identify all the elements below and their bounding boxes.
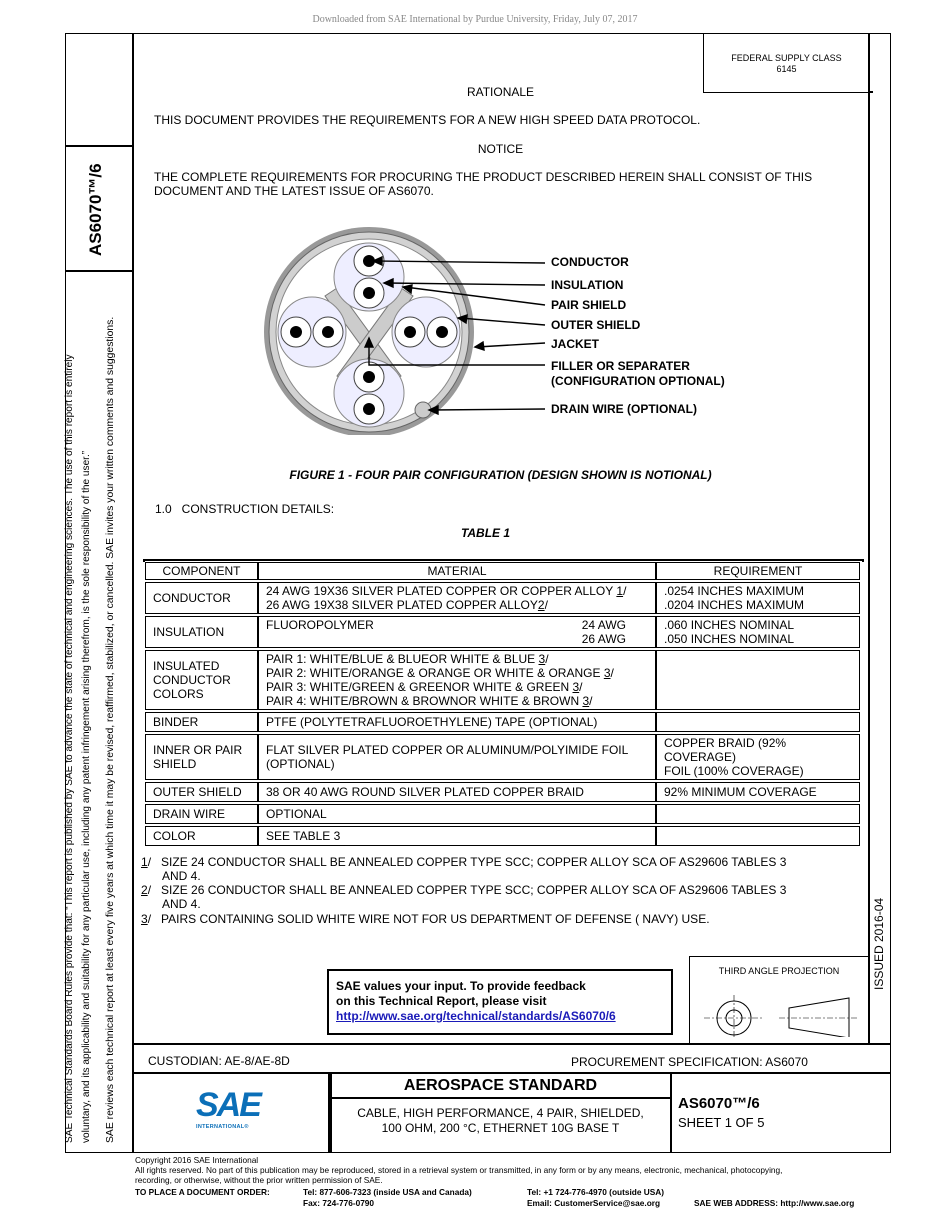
- copyright-line1: Copyright 2016 SAE International: [135, 1155, 259, 1165]
- label-pair-shield: PAIR SHIELD: [551, 298, 627, 312]
- cell-requirement: [656, 582, 860, 614]
- pair-4-colors: PAIR 4: WHITE/BROWN & BROWNOR WHITE & BROWN: [266, 694, 583, 708]
- feedback-line2: on this Technical Report, please visit: [336, 994, 547, 1008]
- table-row: [145, 616, 860, 648]
- footnote-ref: 3: [538, 652, 546, 666]
- footnote-2-line2: AND 4.: [162, 897, 201, 911]
- cell-component: OUTER SHIELD: [145, 782, 258, 802]
- left-box-bottom-rule: [65, 270, 133, 272]
- title-line2: 100 OHM, 200 °C, ETHERNET 10G BASE T: [381, 1121, 620, 1135]
- table-row: [145, 804, 860, 824]
- footnote-2-line1: SIZE 26 CONDUCTOR SHALL BE ANNEALED COPPER TYPE SCC; COPPER ALLOY SCA OF AS29606 TABLES 3: [161, 883, 787, 897]
- sidebar-rules-line1: SAE Technical Standards Board Rules provide that: “This report is published by SAE to advance the state of technical and engineering sciences. The use of this report is entirely: [64, 354, 75, 1143]
- table-row: [145, 582, 860, 614]
- footnote-3: 3/ PAIRS CONTAINING SOLID WHITE WIRE NOT FOR US DEPARTMENT OF DEFENSE ( NAVY) USE.: [141, 912, 710, 926]
- notice-line2: DOCUMENT AND THE LATEST ISSUE OF AS6070.: [154, 184, 434, 198]
- sidebar-review-note: SAE reviews each technical report at least every five years at which time it may be revised, reaffirmed, stabilized, or cancelled. SAE invites your written comments and suggestions.: [105, 316, 116, 1143]
- web-address[interactable]: SAE WEB ADDRESS: http://www.sae.org: [694, 1198, 855, 1208]
- insulation-awg-1: 24 AWG: [581, 618, 626, 632]
- footnote-3-line1: PAIRS CONTAINING SOLID WHITE WIRE NOT FOR US DEPARTMENT OF DEFENSE ( NAVY) USE.: [161, 912, 710, 926]
- cell-material: 38 OR 40 AWG ROUND SILVER PLATED COPPER BRAID: [258, 782, 656, 802]
- colors-component-2: CONDUCTOR: [153, 673, 231, 687]
- header-material: MATERIAL: [258, 562, 656, 580]
- order-label: TO PLACE A DOCUMENT ORDER:: [135, 1187, 270, 1197]
- sae-logo-sub: INTERNATIONAL®: [196, 1124, 249, 1130]
- cell-component: COLOR: [145, 826, 258, 846]
- table-row: [145, 712, 860, 732]
- left-box-top-rule: [65, 145, 133, 147]
- pair-1-colors: PAIR 1: WHITE/BLUE & BLUEOR WHITE & BLUE: [266, 652, 539, 666]
- pair-bottom: [334, 359, 404, 427]
- sheet-number: SHEET 1 OF 5: [678, 1115, 765, 1130]
- insulation-req-1: .060 INCHES NOMINAL: [664, 618, 795, 632]
- table-row: [145, 734, 860, 780]
- custodian-top-rule: [133, 1043, 891, 1045]
- cable-cross-section-figure: [255, 225, 555, 435]
- shield-req-2: COVERAGE): [664, 750, 737, 764]
- insulation-req-2: .050 INCHES NOMINAL: [664, 632, 795, 646]
- copyright-line2: All rights reserved. No part of this publication may be reproduced, stored in a retrieval system or transmitted, in any form or by any means, electronic, mechanical, photocopying,: [135, 1165, 783, 1175]
- shield-req-3: FOIL (100% COVERAGE): [664, 764, 804, 778]
- left-column-divider: [132, 33, 134, 1153]
- title-block-top-rule: [133, 1072, 891, 1074]
- footnote-1-ref: 1: [141, 855, 148, 869]
- rationale-text: THIS DOCUMENT PROVIDES THE REQUIREMENTS FOR A NEW HIGH SPEED DATA PROTOCOL.: [154, 113, 701, 127]
- sae-logo: [196, 1088, 276, 1130]
- email[interactable]: Email: CustomerService@sae.org: [527, 1198, 661, 1208]
- label-drain-wire: DRAIN WIRE (OPTIONAL): [551, 402, 697, 416]
- colors-component-1: INSULATED: [153, 659, 220, 673]
- table-header-row: [145, 562, 860, 580]
- pair-top: [334, 243, 404, 311]
- footnote-1: 1/ SIZE 24 CONDUCTOR SHALL BE ANNEALED COPPER TYPE SCC; COPPER ALLOY SCA OF AS29606 TABLES 3 AND 4.: [141, 855, 787, 883]
- third-angle-box: [689, 956, 868, 1043]
- insulation-material: FLUOROPOLYMER: [266, 618, 374, 632]
- cell-component: BINDER: [145, 712, 258, 732]
- sidebar-rules-line2: voluntary, and its applicability and suitability for any particular use, including any patent infringement arising therefrom, is the sole responsibility of the user.”: [81, 450, 92, 1143]
- projection-symbol-icon: [694, 987, 864, 1037]
- table-title: TABLE 1: [460, 526, 511, 540]
- footnote-2: 2/ SIZE 26 CONDUCTOR SHALL BE ANNEALED COPPER TYPE SCC; COPPER ALLOY SCA OF AS29606 TABLES 3 AND 4.: [141, 883, 787, 911]
- fsc-line1: FEDERAL SUPPLY CLASS: [731, 53, 842, 63]
- conductor-req-1: .0254 INCHES MAXIMUM: [664, 584, 805, 598]
- shield-material-1: FLAT SILVER PLATED COPPER OR ALUMINUM/POLYIMIDE FOIL: [266, 743, 629, 757]
- copyright-block: [135, 1155, 895, 1185]
- tel-us: Tel: 877-606-7323 (inside USA and Canada): [303, 1187, 472, 1197]
- cell-material: SEE TABLE 3: [258, 826, 656, 846]
- table-row: [145, 826, 860, 846]
- footnote-3-ref: 3: [141, 912, 148, 926]
- rationale-heading: RATIONALE: [466, 85, 535, 99]
- conductor-material-1: 24 AWG 19X36 SILVER PLATED COPPER OR COPPER ALLOY: [266, 584, 617, 598]
- title-block-divider-2: [670, 1072, 672, 1153]
- footnote-ref: 3: [603, 666, 611, 680]
- cell-material: OPTIONAL: [258, 804, 656, 824]
- issued-date: ISSUED 2016-04: [872, 897, 886, 990]
- cell-material: PTFE (POLYTETRAFLUOROETHYLENE) TAPE (OPTIONAL): [258, 712, 656, 732]
- sae-logo-text: SAE: [196, 1086, 260, 1124]
- figure-caption: FIGURE 1 - FOUR PAIR CONFIGURATION (DESIGN SHOWN IS NOTIONAL): [289, 468, 712, 482]
- colors-component-3: COLORS: [153, 687, 204, 701]
- construction-table: [145, 560, 860, 848]
- download-note: Downloaded from SAE International by Purdue University, Friday, July 07, 2017: [312, 14, 638, 25]
- label-outer-shield: OUTER SHIELD: [551, 318, 641, 332]
- federal-supply-class: [703, 33, 869, 93]
- cell-requirement-empty: [656, 804, 860, 824]
- notice-heading: NOTICE: [477, 142, 524, 156]
- cell-requirement-empty: [656, 826, 860, 846]
- procurement-spec: PROCUREMENT SPECIFICATION: AS6070: [571, 1055, 808, 1069]
- header-requirement: REQUIREMENT: [656, 562, 860, 580]
- cell-component: [145, 650, 258, 710]
- doc-id-vertical: AS6070™/6: [86, 163, 105, 256]
- cell-requirement-empty: [656, 650, 860, 710]
- label-filler: FILLER OR SEPARATER: [551, 359, 690, 373]
- cell-component: [145, 734, 258, 780]
- cell-material: PAIR 1: WHITE/BLUE & BLUEOR WHITE & BLUE 3/ PAIR 2: WHITE/ORANGE & ORANGE OR WHITE & ORANGE 3/ PAIR 3: WHITE/GREEN & GREENOR WHITE & GREEN 3/ PAIR 4: WHITE/BROWN & BROWNOR WHITE & BROWN 3/: [258, 650, 656, 710]
- shield-material-2: (OPTIONAL): [266, 757, 335, 771]
- cell-requirement: 92% MINIMUM COVERAGE: [656, 782, 860, 802]
- notice-line1: THE COMPLETE REQUIREMENTS FOR PROCURING THE PRODUCT DESCRIBED HEREIN SHALL CONSIST OF THIS: [154, 170, 813, 184]
- footnote-ref: 3: [582, 694, 590, 708]
- cell-material: 24 AWG 19X36 SILVER PLATED COPPER OR COPPER ALLOY 1/ 26 AWG 19X38 SILVER PLATED COPPER ALLOY2/: [258, 582, 656, 614]
- cell-material: [258, 616, 656, 648]
- pair-2-colors: PAIR 2: WHITE/ORANGE & ORANGE OR WHITE & ORANGE: [266, 666, 604, 680]
- footnote-ref: 3: [572, 680, 580, 694]
- title-heading-rule: [330, 1097, 670, 1099]
- copyright-line3: recording, or otherwise, without the prior written permission of SAE.: [135, 1175, 383, 1185]
- footnote-ref: 1: [616, 584, 624, 598]
- pair-right: [392, 297, 460, 367]
- pair-left: [278, 297, 346, 367]
- cell-component: INSULATION: [145, 616, 258, 648]
- conductor-material-2: 26 AWG 19X38 SILVER PLATED COPPER ALLOY: [266, 598, 538, 612]
- feedback-line1: SAE values your input. To provide feedback: [336, 979, 586, 993]
- label-jacket: JACKET: [551, 337, 600, 351]
- title-doc-number: AS6070™/6: [678, 1095, 760, 1112]
- label-filler-optional: (CONFIGURATION OPTIONAL): [551, 374, 725, 388]
- right-column-divider: [868, 33, 870, 1043]
- tel-intl: Tel: +1 724-776-4970 (outside USA): [527, 1187, 665, 1197]
- conductor-req-2: .0204 INCHES MAXIMUM: [664, 598, 805, 612]
- feedback-link[interactable]: http://www.sae.org/technical/standards/AS6070/6: [336, 1009, 616, 1023]
- label-conductor: CONDUCTOR: [551, 255, 629, 269]
- insulation-awg-2: 26 AWG: [581, 632, 626, 646]
- footnote-ref: 2: [537, 598, 545, 612]
- custodian: CUSTODIAN: AE-8/AE-8D: [148, 1054, 290, 1068]
- cell-component: CONDUCTOR: [145, 582, 258, 614]
- table-row: [145, 650, 860, 710]
- cell-requirement: [656, 734, 860, 780]
- fsc-line2: 6145: [776, 64, 797, 74]
- footnote-1-line1: SIZE 24 CONDUCTOR SHALL BE ANNEALED COPPER TYPE SCC; COPPER ALLOY SCA OF AS29606 TABLES 3: [161, 855, 787, 869]
- shield-component-1: INNER OR PAIR: [153, 743, 243, 757]
- cell-component: DRAIN WIRE: [145, 804, 258, 824]
- cell-material: [258, 734, 656, 780]
- label-insulation: INSULATION: [551, 278, 624, 292]
- title-heading: AEROSPACE STANDARD: [403, 1077, 598, 1094]
- table-row: [145, 782, 860, 802]
- header-component: COMPONENT: [145, 562, 258, 580]
- feedback-box: [327, 969, 673, 1035]
- cell-requirement-empty: [656, 712, 860, 732]
- fsc-tick: [868, 91, 873, 93]
- cell-requirement: [656, 616, 860, 648]
- section-heading: 1.0 CONSTRUCTION DETAILS:: [155, 502, 335, 516]
- shield-req-1: COPPER BRAID (92%: [664, 736, 787, 750]
- pair-3-colors: PAIR 3: WHITE/GREEN & GREENOR WHITE & GREEN: [266, 680, 573, 694]
- fax: Fax: 724-776-0790: [303, 1198, 375, 1208]
- footnote-2-ref: 2: [141, 883, 148, 897]
- footnote-1-line2: AND 4.: [162, 869, 201, 883]
- third-angle-label: THIRD ANGLE PROJECTION: [718, 966, 840, 976]
- title-line1: CABLE, HIGH PERFORMANCE, 4 PAIR, SHIELDED,: [357, 1106, 644, 1120]
- shield-component-2: SHIELD: [153, 757, 197, 771]
